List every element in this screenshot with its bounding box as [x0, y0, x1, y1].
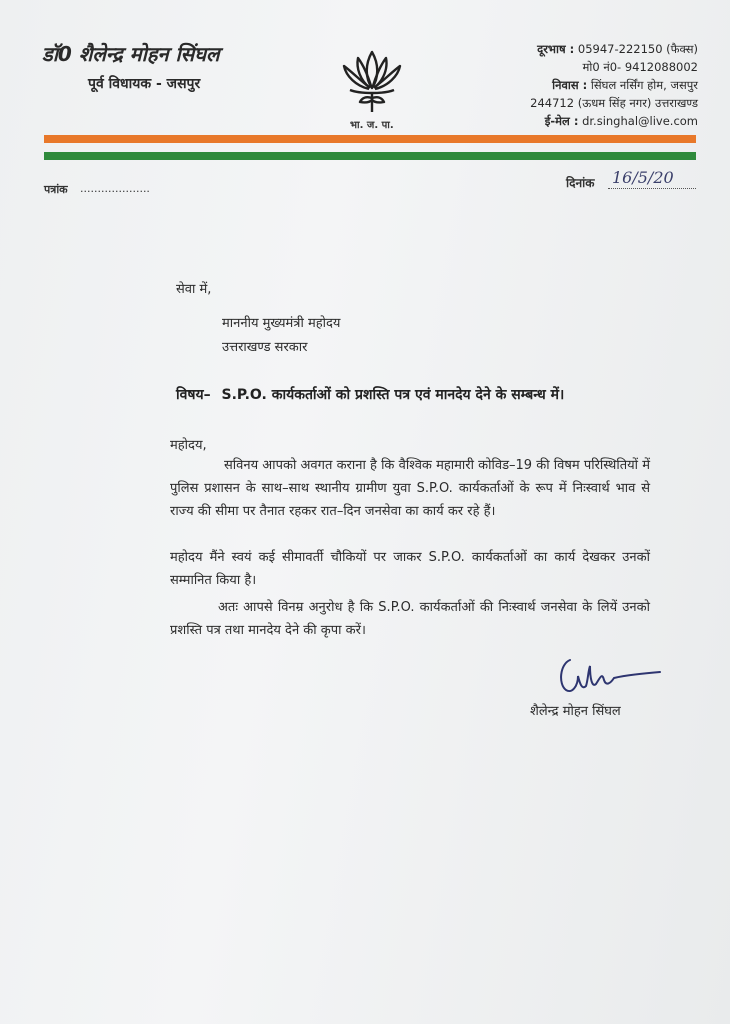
subject-label: विषय– — [176, 387, 211, 403]
greeting: महोदय, — [170, 438, 207, 453]
date-underline — [608, 188, 696, 189]
contact-block — [480, 40, 698, 130]
recipient-line1: माननीय मुख्यमंत्री महोदय — [222, 316, 341, 331]
phone-line: दूरभाष : 05947-222150 (फैक्स) — [537, 42, 698, 56]
orange-stripe — [44, 135, 696, 143]
subject-line — [176, 385, 564, 404]
sender-designation: पूर्व विधायक - जसपुर — [88, 76, 201, 92]
paragraph-3: अतः आपसे विनम्र अनुरोध है कि S.P.O. कार्यकर्ताओं की निःस्वार्थ जनसेवा के लियें उनको प्रशस्ति पत्र तथा मानदेय देने की कृपा करें। — [170, 600, 650, 638]
residence-line: निवास : सिंघल नर्सिंग होम, जसपुर — [552, 78, 698, 92]
mobile-line: मो0 नं0- 9412088002 — [582, 60, 698, 74]
email-line: ई-मेल : dr.singhal@live.com — [544, 114, 698, 128]
reference-blank: .................... — [80, 182, 150, 195]
party-abbr: भा. ज. पा. — [350, 120, 394, 131]
paragraph-1: सविनय आपको अवगत कराना है कि वैश्विक महामारी कोविड–19 की विषम परिस्थितियों में पुलिस प्रशासन के साथ–साथ स्थानीय ग्रामीण युवा S.P.O. कार्यकर्ताओं के रूप में निःस्वार्थ भाव से राज्य की सीमा पर तैनात रहकर रात–दिन जनसेवा का कार्य कर रहे हैं। — [170, 458, 650, 519]
date-value: 16/5/20 — [612, 168, 674, 187]
signatory-name: शैलेन्द्र मोहन सिंघल — [530, 704, 621, 719]
lotus-logo — [340, 46, 404, 116]
salutation-to: सेवा में, — [176, 282, 212, 297]
recipient-line2: उत्तराखण्ड सरकार — [222, 340, 308, 355]
date-label: दिनांक — [566, 176, 595, 190]
signature-mark — [556, 650, 666, 700]
paragraph-2: महोदय मैंने स्वयं कई सीमावर्ती चौकियों पर जाकर S.P.O. कार्यकर्ताओं का कार्य देखकर उनकों सम्मानित किया है। — [170, 550, 650, 588]
sender-name: डॉ0 शैलेन्द्र मोहन सिंघल — [42, 42, 220, 66]
green-stripe — [44, 152, 696, 160]
reference-label: पत्रांक — [44, 183, 68, 196]
subject-text: S.P.O. कार्यकर्ताओं को प्रशस्ति पत्र एवं मानदेय देने के सम्बन्ध में। — [221, 387, 565, 403]
pin-line: 244712 (ऊधम सिंह नगर) उत्तराखण्ड — [530, 96, 698, 110]
